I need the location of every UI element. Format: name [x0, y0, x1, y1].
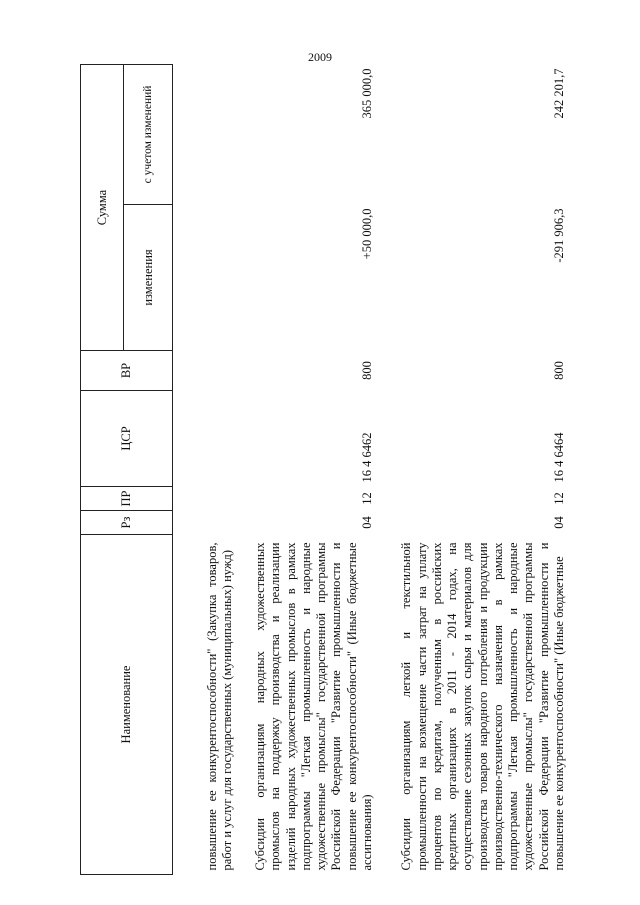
row-csr: [173, 391, 238, 487]
header-rz: Рз: [81, 511, 173, 535]
row-pr: [173, 487, 238, 511]
row-name: повышение ее конкурентоспособности" (Закупка товаров, работ и услуг для государственных (муниципальных) нужд): [204, 542, 234, 871]
row-total: [173, 65, 238, 205]
header-change: изменения: [124, 205, 173, 351]
row-vr: 800: [552, 361, 566, 380]
row-total: 242 201,7: [552, 68, 566, 119]
row-vr: [173, 351, 238, 391]
row-rz: [173, 511, 238, 535]
row-csr: 16 4 6464: [552, 432, 566, 483]
row-csr: 16 4 6462: [360, 432, 374, 483]
header-name: Наименование: [81, 535, 173, 875]
header-pr: ПР: [81, 487, 173, 511]
row-pr: 12: [360, 492, 374, 505]
row-rz: 04: [360, 516, 374, 529]
budget-table: [80, 64, 569, 875]
header-vr: ВР: [81, 351, 173, 391]
table-row: [173, 65, 238, 875]
header-with-changes: с учетом изменений: [124, 65, 173, 205]
row-change: [173, 205, 238, 351]
header-csr: ЦСР: [81, 391, 173, 487]
row-vr: 800: [360, 361, 374, 380]
table-row: [237, 65, 377, 875]
row-name: Субсидии организациям легкой и текстильной промышленности на возмещение части затрат на уплату процентов по кредитам, полученным в российских кредитных организациях в 2011 - 2014 годах, на осуществление сезонных закупок сырья и материалов для производства товаров народного потребления и продукции производственно-технического назначения в рамках подпрограммы "Легкая промышленность и народные художественные промыслы" государственной программы Российской Федерации "Развитие промышленности и повышение ее конкурентоспособности" (Иные бюджетные: [399, 542, 566, 871]
header-sum: Сумма: [81, 65, 124, 351]
rotated-table-container: [80, 65, 620, 875]
page-number: 2009: [308, 50, 332, 64]
row-pr: 12: [552, 492, 566, 505]
row-change: -291 906,3: [552, 208, 566, 263]
row-rz: 04: [552, 516, 566, 529]
row-name: Субсидии организациям народных художественных промыслов на поддержку производства и реализации изделий народных художественных промыслов в рамках подпрограммы "Легкая промышленность и народные художественные промыслы" государственной программы Российской Федерации "Развитие промышленности и повышение ее конкурентоспособности" (Иные бюджетные ассигнования): [253, 542, 374, 871]
row-change: +50 000,0: [360, 208, 374, 260]
row-total: 365 000,0: [360, 68, 374, 119]
table-row: [377, 65, 569, 875]
